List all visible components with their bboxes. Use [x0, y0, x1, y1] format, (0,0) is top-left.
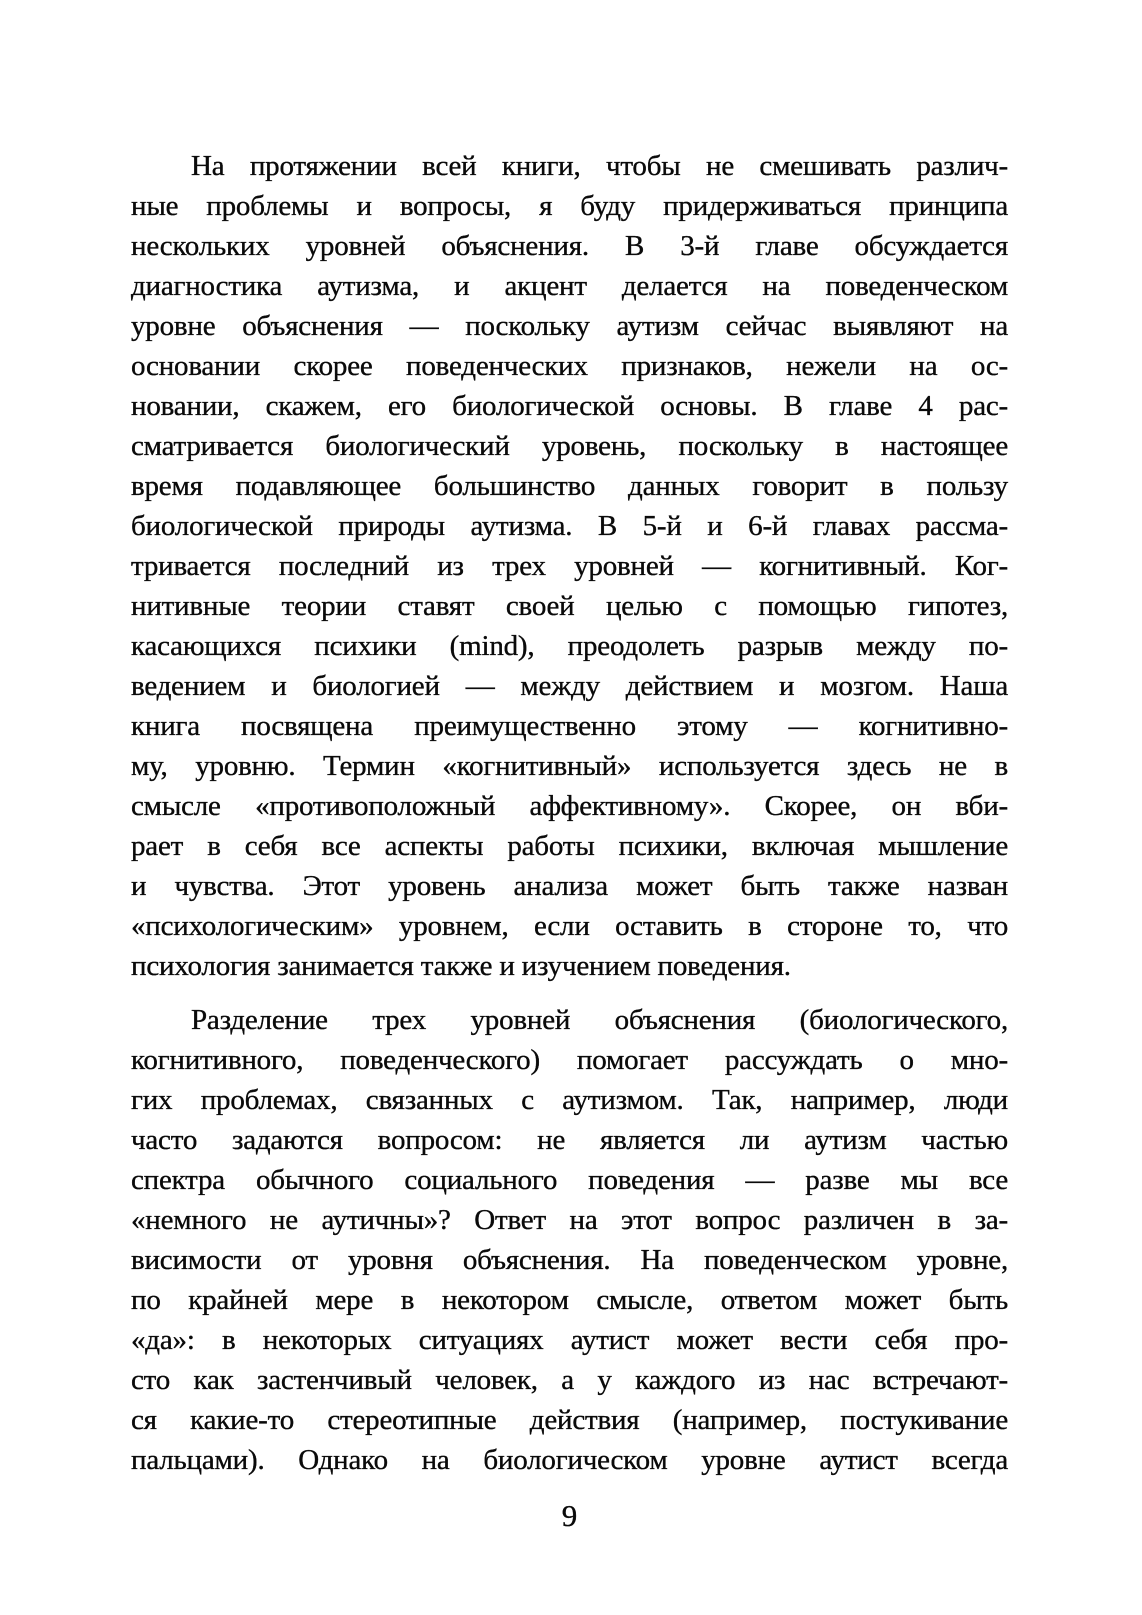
page-number: 9	[561, 1498, 578, 1533]
text-line: гих проблемах, связанных с аутизмом. Так, например, люди	[131, 1084, 1008, 1116]
text-line: смысле «противоположный аффективному». Скорее, он вби-	[131, 790, 1008, 822]
text-line: сматривается биологический уровень, поскольку в настоящее	[131, 430, 1008, 462]
text-line: сто как застенчивый человек, а у каждого из нас встречают-	[131, 1364, 1008, 1396]
text-line: когнитивного, поведенческого) помогает рассуждать о мно-	[131, 1044, 1008, 1076]
page-text-block	[131, 146, 1008, 1480]
paragraph-1	[131, 146, 1008, 986]
text-line: по крайней мере в некотором смысле, ответом может быть	[131, 1284, 1008, 1316]
text-line: Разделение трех уровней объяснения (биологического,	[191, 1004, 1008, 1036]
text-line: часто задаются вопросом: не является ли аутизм частью	[131, 1124, 1008, 1156]
text-line: спектра обычного социального поведения — разве мы все	[131, 1164, 1008, 1196]
text-line: и чувства. Этот уровень анализа может быть также назван	[131, 870, 1008, 902]
text-line: ведением и биологией — между действием и мозгом. Наша	[131, 670, 1008, 702]
text-line: нитивные теории ставят своей целью с помощью гипотез,	[131, 590, 1008, 622]
text-line: диагностика аутизма, и акцент делается на поведенческом	[131, 270, 1008, 302]
text-line: биологической природы аутизма. В 5-й и 6-й главах рассма-	[131, 510, 1008, 542]
text-line: основании скорее поведенческих признаков, нежели на ос-	[131, 350, 1008, 382]
text-line: На протяжении всей книги, чтобы не смешивать различ-	[191, 150, 1008, 182]
text-line: ся какие-то стереотипные действия (например, постукивание	[131, 1404, 1008, 1436]
text-line: пальцами). Однако на биологическом уровне аутист всегда	[131, 1444, 1008, 1476]
text-line: тривается последний из трех уровней — когнитивный. Ког-	[131, 550, 1008, 582]
text-line: висимости от уровня объяснения. На поведенческом уровне,	[131, 1244, 1008, 1276]
text-line: «да»: в некоторых ситуациях аутист может вести себя про-	[131, 1324, 1008, 1356]
text-line: «психологическим» уровнем, если оставить в стороне то, что	[131, 910, 1008, 942]
text-line: касающихся психики (mind), преодолеть разрыв между по-	[131, 630, 1008, 662]
text-line: книга посвящена преимущественно этому — когнитивно-	[131, 710, 1008, 742]
text-line: рает в себя все аспекты работы психики, включая мышление	[131, 830, 1008, 862]
paragraph-2	[131, 1000, 1008, 1480]
text-line: время подавляющее большинство данных говорит в пользу	[131, 470, 1008, 502]
text-line: уровне объяснения — поскольку аутизм сейчас выявляют на	[131, 310, 1008, 342]
text-line: новании, скажем, его биологической основы. В главе 4 рас-	[131, 390, 1008, 422]
text-line: нескольких уровней объяснения. В 3-й главе обсуждается	[131, 230, 1008, 262]
text-line: ные проблемы и вопросы, я буду придерживаться принципа	[131, 190, 1008, 222]
text-line: психология занимается также и изучением поведения.	[131, 950, 791, 982]
text-line: «немного не аутичны»? Ответ на этот вопрос различен в за-	[131, 1204, 1008, 1236]
text-line: му, уровню. Термин «когнитивный» используется здесь не в	[131, 750, 1008, 782]
